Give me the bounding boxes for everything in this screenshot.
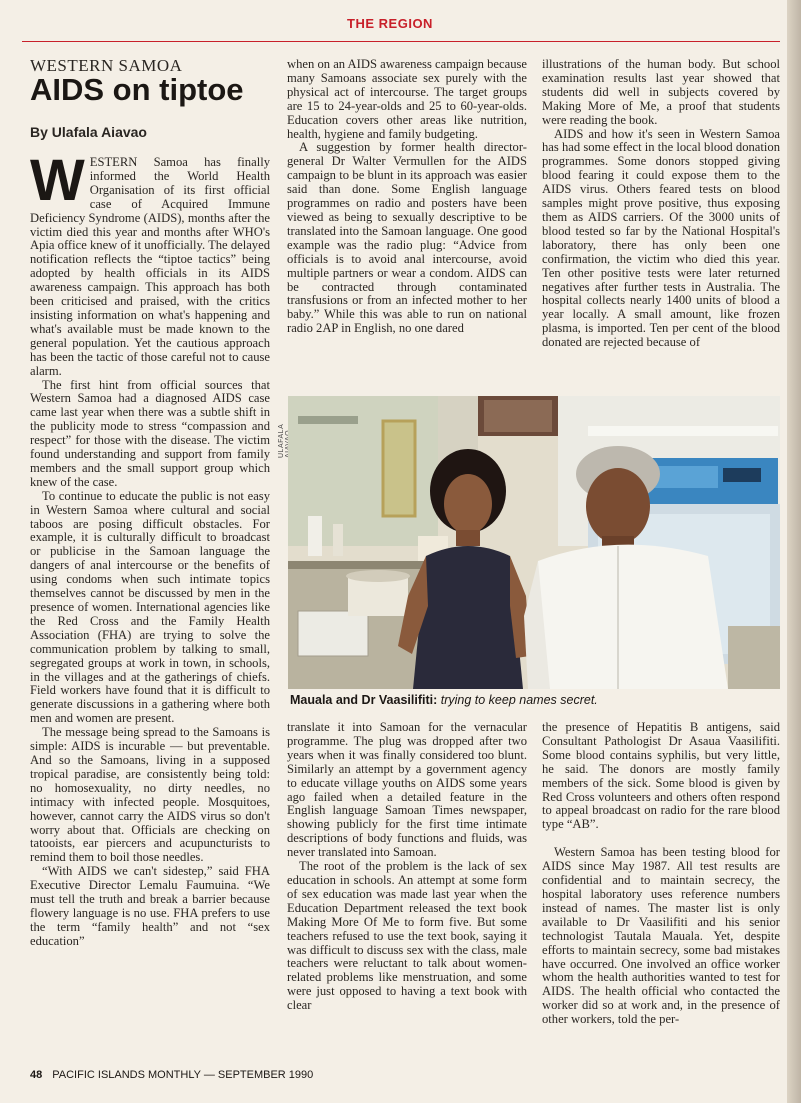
paragraph: To continue to educate the public is not easy in Western Samoa where cultural and social taboos are posing difficult obstacles. For example, it is culturally difficult to broadcast or publicise in the Samoan language the dangers of anal intercourse or the benefits of using condoms when such intimate topics themselves cannot be discussed by men in the presence of women. International agencies like the Red Cross and the Family Health Association (FHA) are trying to solve the communication problem by talking to small, segregated groups at work in town, in schools, in the villages and at the gatherings of chiefs. Field workers have found that it is difficult to generate discussions in a gathering where both men and women are present. (30, 488, 270, 726)
page-footer (30, 1069, 313, 1081)
article-kicker: WESTERN SAMOA (30, 56, 183, 75)
article-headline: AIDS on tiptoe (30, 72, 244, 107)
paragraph: A suggestion by former health director-general Dr Walter Vermullen for the AIDS campaign to be blunt in its approach was easier said than done. Some English language programmes on radio and posters have been viewed as being to sexually descriptive to be translated into the Samoan language. One good example was the radio plug: “Advice from officials is to avoid anal intercourse, avoid multiple partners or wear a condom. AIDS can be contracted through contaminated transfusions or from an infected mother to her baby.” While this was able to run on national radio 2AP in English, no one dared (287, 140, 527, 336)
photo-illustration (288, 396, 780, 689)
paragraph: the presence of Hepatitis B antigens, said Consultant Pathologist Dr Asaua Vaasilifiti. Some blood contains syphilis, but very little, he said. The donors are mostly family members of the sick. Some blood is given by Red Cross volunteers and others often respond to appeal broadcast on radio for the rare blood type “AB”. (542, 721, 780, 832)
page-number: 48 (30, 1069, 43, 1081)
section-header: THE REGION (347, 16, 433, 31)
paragraph: The root of the problem is the lack of sex education in schools. An attempt at some form of sex education was made last year when the Education Department released the text book Making More Of Me to form five. But some teachers refused to use the text book, saying it was difficult to discuss sex with the class, male teachers were reluctant to talk about women-related problems like menstruation, and some were just opposed to having a text book with clear (287, 859, 527, 1013)
publication-line: PACIFIC ISLANDS MONTHLY — SEPTEMBER 1990 (52, 1069, 314, 1081)
drop-cap: W (30, 156, 85, 213)
paragraph: AIDS and how it's seen in Western Samoa has had some effect in the local blood donation programmes. Some donors stopped giving blood fearing it could expose them to the AIDS virus. Others feared tests on blood samples might prove positive, thus exposing them as AIDS carriers. Of the 3000 units of blood tested so far by the National Hospital's laboratory, there has only been one confirmation, the victim who died this year. Ten other positive tests were later returned negatives after further tests in Australia. The hospital collects nearly 1400 units of blood a year locally. A small amount, like frozen plasma, is imported. Ten per cent of the blood donated are rejected because of (542, 126, 780, 350)
section-rule (22, 41, 780, 42)
paragraph (30, 156, 270, 379)
paragraph: when on an AIDS awareness campaign because many Samoans associate sex purely with the physical act of intercourse. The target groups are 15 to 24-year-olds and 25 to 60-year-olds. Education covers other areas like nutrition, health, hygiene and family budgeting. (287, 58, 527, 141)
article-column-3-top (542, 58, 780, 393)
article-column-3-bottom (542, 721, 780, 1067)
paragraph: illustrations of the human body. But school examination results last year showed that students did well in subjects covered by Making More of Me, a proof that students were reading the book. (542, 58, 780, 127)
photo-caption (290, 693, 780, 707)
paragraph: Western Samoa has been testing blood for AIDS since May 1987. All test results are confidential and to maintain secrecy, the hospital laboratory uses reference numbers instead of names. The master list is only available to Dr Vaasilifiti and his senior technologist Tautala Mauala. Yet, despite efforts to maintain secrecy, some bad mistakes have occurred. One involved an office worker whom the health authorities wanted to test for AIDS. The health official who contacted the worker did so at work and, in the presence of other workers, told the per- (542, 845, 780, 1027)
paragraph: The message being spread to the Samoans is simple: AIDS is incurable — but preventable. And so the Samoans, living in a supposed tropical paradise, are consistently being told: no homosexuality, no dirty needles, no intimacy with infected people. Mosquitoes, however, cannot carry the AIDS virus so don't worry about that. Officials are checking on tatooists, ear piercers and acupuncturists to remind them to boil those needles. (30, 725, 270, 865)
page-edge-shadow (787, 0, 801, 1103)
article-byline: By Ulafala Aiavao (30, 124, 147, 140)
photo-laboratory (288, 396, 780, 689)
paragraph-text: ESTERN Samoa has finally informed the World Health Organisation of its first official case of Acquired Immune Deficiency Syndrome (AIDS), months after the victim died this year and months after WHO's Apia office knew of it unofficially. The delayed notification reflects the “tiptoe tactics” being adopted by health officials in its AIDS awareness campaign. This approach has both been criticised and praised, with the critics insisting information on what's happening and what's available must be made known to the general population. Yet the cautious approach has been the tactic of those careful not to cause alarm. (30, 156, 270, 378)
article-column-2-top (287, 58, 527, 393)
paragraph: The first hint from official sources that Western Samoa had a diagnosed AIDS case came last year when there was a subtle shift in the publicity mode to stress “compassion and respect” for those with the disease. The victim found understanding and support from family members and the small support group which knew of the case. (30, 377, 270, 489)
photo-credit: ULAFALA (278, 424, 285, 458)
caption-names: Mauala and Dr Vaasilifiti: (290, 693, 438, 707)
caption-text: trying to keep names secret. (440, 693, 598, 707)
paragraph: translate it into Samoan for the vernacular programme. The plug was dropped after two years when it was finally considered too blunt. Similarly an attempt by a government agency to educate village youths on AIDS some years ago failed when a detailed feature in the English language Samoan Times newspaper, showing publicly for the first time intimate descriptions of body functions and fluids, was never translated into Samoan. (287, 721, 527, 860)
paragraph: “With AIDS we can't sidestep,” said FHA Executive Director Lemalu Faumuina. “We must tell the truth and break a barrier because flowery language is no use. FHA prefers to use the term “family health” and not “sex education” (30, 864, 270, 948)
article-column-2-bottom (287, 721, 527, 1067)
article-column-1 (30, 156, 270, 1066)
